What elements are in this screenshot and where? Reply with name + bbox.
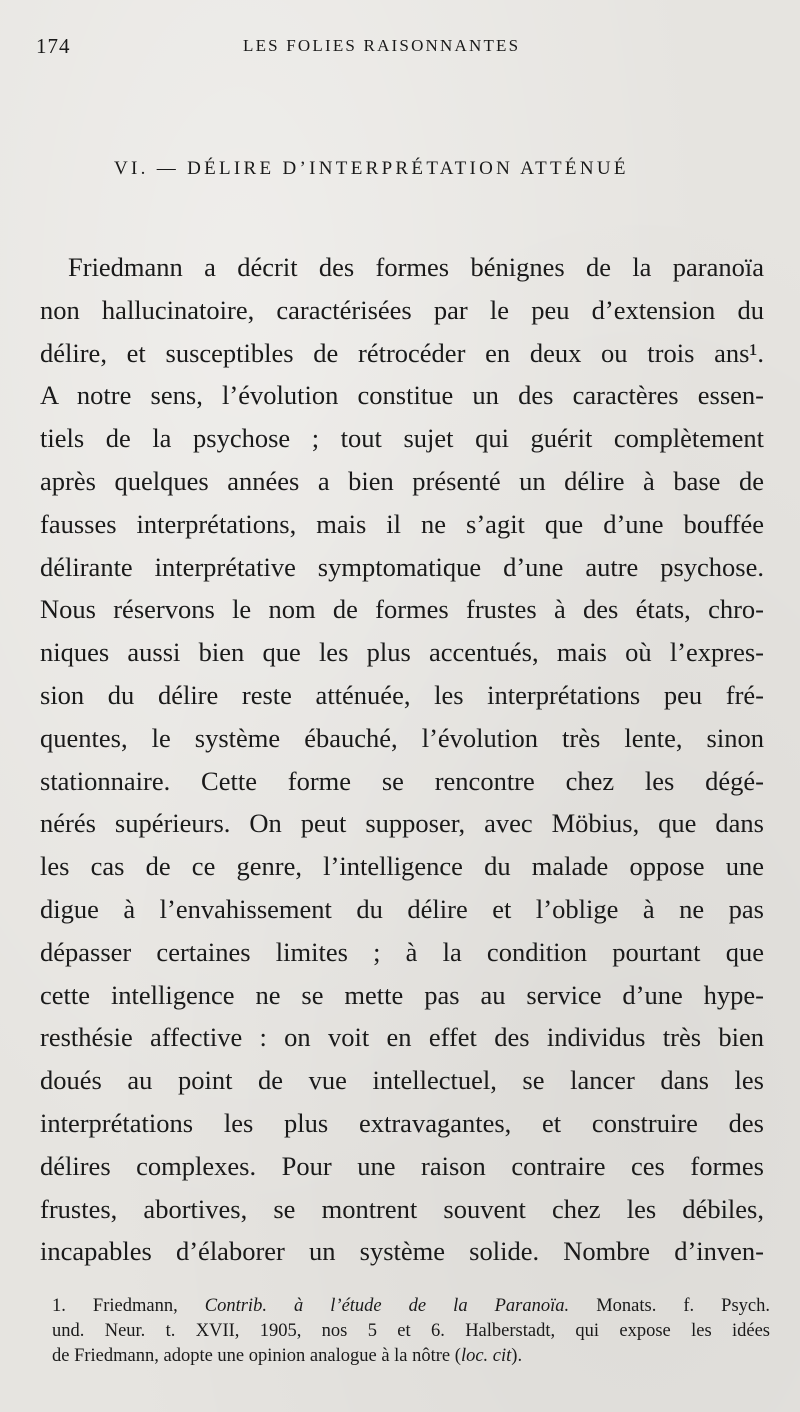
text-line: les cas de ce genre, l’intelligence du malade oppose une [40,851,764,882]
text-line: Friedmann a décrit des formes bénignes de la paranoïa [68,252,764,282]
text-line: non hallucinatoire, caractérisées par le peu d’extension du [40,294,764,325]
text-line: stationnaire. Cette forme se rencontre chez les dégé- [40,765,764,796]
text-line: incapables d’élaborer un système solide. Nombre d’inven- [40,1236,764,1267]
footnote-text: de Friedmann, adopte une opinion analogue à la nôtre ( [52,1346,461,1366]
text-line: délire, et susceptibles de rétrocéder en deux ou trois ans¹. [40,337,764,368]
footnote [52,1294,770,1369]
section-title: VI. — DÉLIRE D’INTERPRÉTATION ATTÉNUÉ [114,158,629,179]
page-number: 174 [36,34,71,58]
text-line: nérés supérieurs. On peut supposer, avec Möbius, que dans [40,808,764,839]
text-line: digue à l’envahissement du délire et l’oblige à ne pas [40,893,764,924]
text-line: quentes, le système ébauché, l’évolution très lente, sinon [40,722,764,753]
footnote-work-title: Contrib. à l’étude de la Paranoïa. [204,1296,570,1316]
running-title: LES FOLIES RAISONNANTES [243,36,521,55]
text-line: Nous réservons le nom de formes frustes à des états, chro- [40,594,764,625]
text-line: resthésie affective : on voit en effet des individus très bien [40,1022,764,1053]
footnote-text-end: ). [511,1346,523,1366]
footnote-author: Friedmann, [92,1296,178,1316]
text-line: délires complexes. Pour une raison contraire ces formes [40,1150,764,1181]
footnote-journal: Monats. f. Psych. [596,1296,771,1316]
text-line: interprétations les plus extravagantes, et construire des [40,1107,764,1138]
running-head [0,34,800,64]
footnote-marker: 1. [52,1296,66,1316]
text-line: niques aussi bien que les plus accentués, mais où l’expres- [40,637,764,668]
footnote-line [52,1344,770,1369]
text-line: tiels de la psychose ; tout sujet qui guérit complètement [40,423,764,454]
text-line: sion du délire reste atténuée, les interprétations peu fré- [40,679,764,710]
text-line: frustes, abortives, se montrent souvent chez les débiles, [40,1193,764,1224]
text-line: délirante interprétative symptomatique d’une autre psychose. [40,551,764,582]
footnote-line [52,1294,770,1319]
text-line: fausses interprétations, mais il ne s’agit que d’une bouffée [40,508,764,539]
text-line: cette intelligence ne se mette pas au service d’une hype- [40,979,764,1010]
text-line: dépasser certaines limites ; à la condition pourtant que [40,936,764,967]
text-line: doués au point de vue intellectuel, se lancer dans les [40,1065,764,1096]
text-line: A notre sens, l’évolution constitue un des caractères essen- [40,380,764,411]
footnote-line: und. Neur. t. XVII, 1905, nos 5 et 6. Halberstadt, qui expose les idées [52,1321,770,1341]
text-line: après quelques années a bien présenté un délire à base de [40,465,764,496]
body-paragraph [40,246,764,1273]
footnote-citation: loc. cit [460,1346,512,1366]
